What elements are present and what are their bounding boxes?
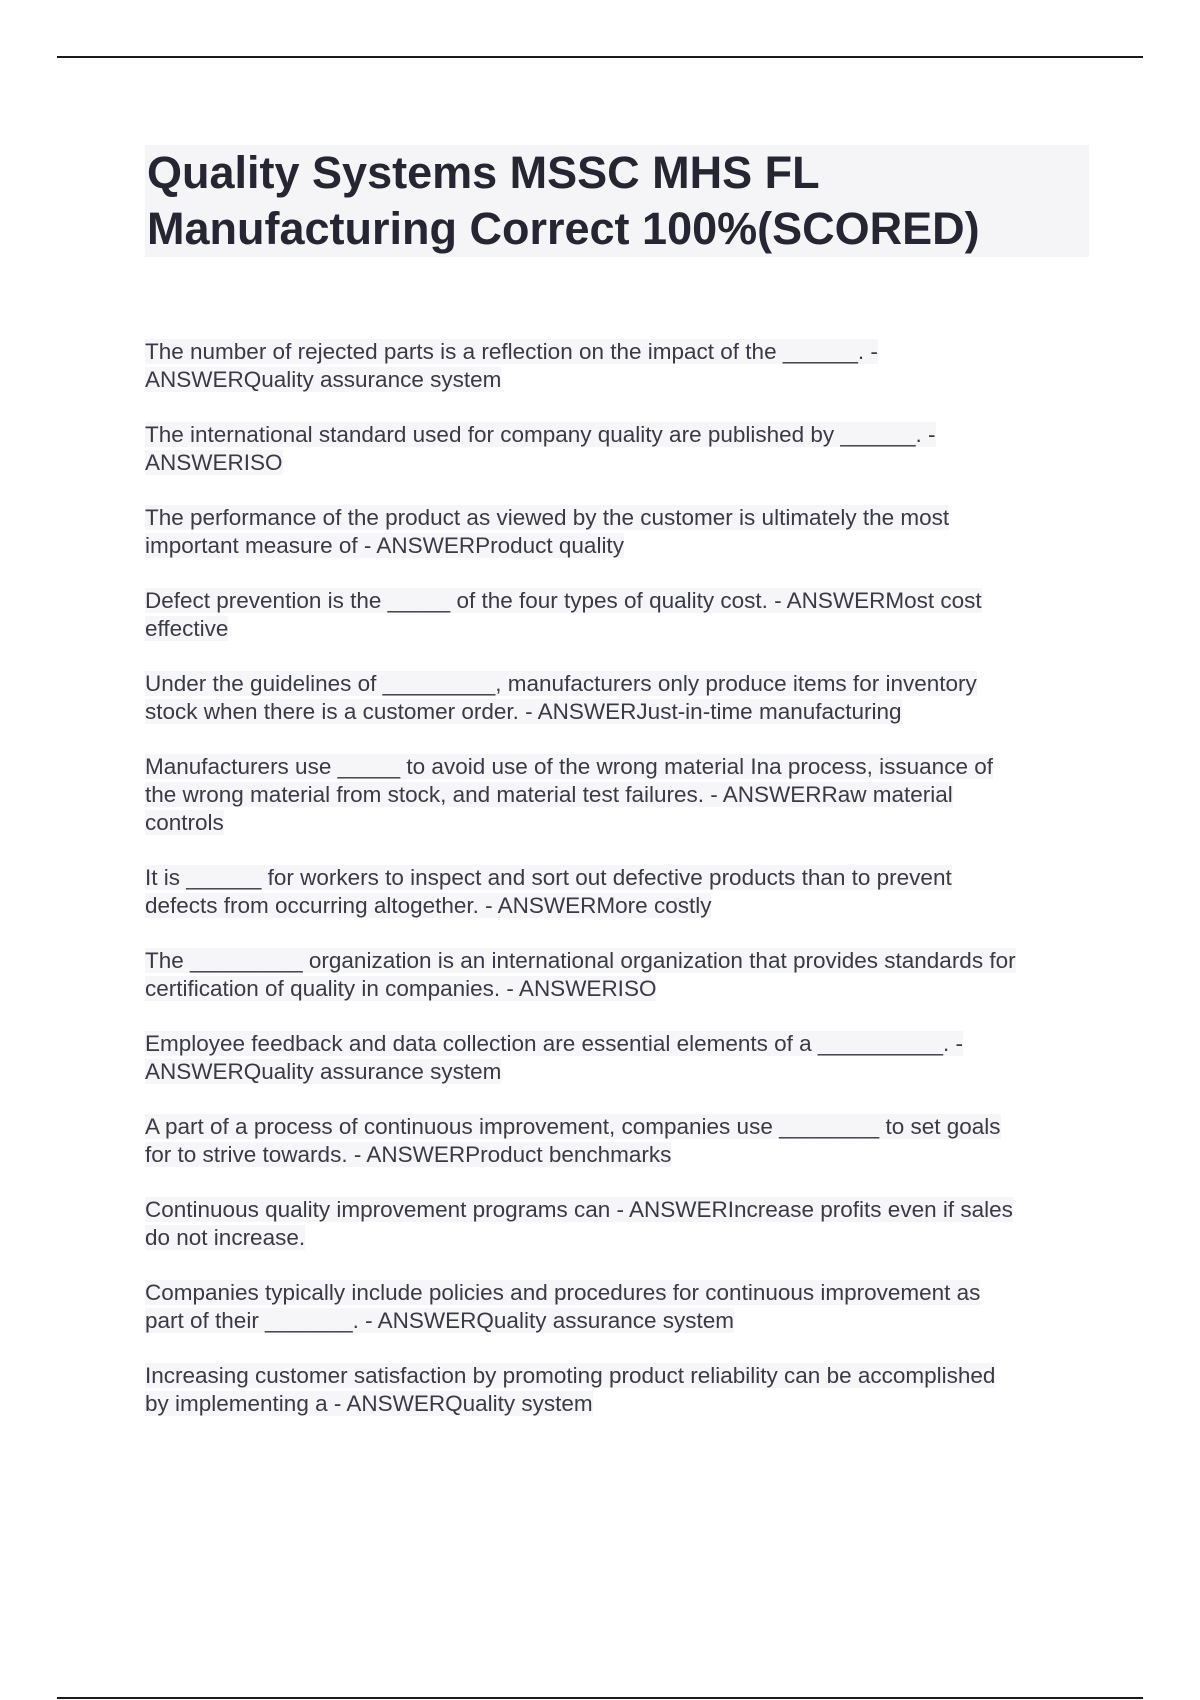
qa-line: part of their _______. - ANSWERQuality assurance system: [145, 1308, 735, 1333]
document-title: [145, 145, 1089, 257]
qa-line: Manufacturers use _____ to avoid use of the wrong material Ina process, issuance of: [145, 754, 993, 779]
qa-item: [145, 864, 1095, 920]
qa-line: ANSWERISO: [145, 450, 283, 475]
qa-line: Employee feedback and data collection are essential elements of a __________. -: [145, 1031, 964, 1056]
qa-line: Increasing customer satisfaction by promoting product reliability can be accomplished: [145, 1363, 996, 1388]
qa-line: Continuous quality improvement programs can - ANSWERIncrease profits even if sales: [145, 1197, 1013, 1222]
qa-item: [145, 947, 1095, 1003]
qa-line: The _________ organization is an international organization that provides standards for: [145, 948, 1016, 973]
top-rule: [57, 56, 1143, 58]
qa-line: by implementing a - ANSWERQuality system: [145, 1391, 593, 1416]
qa-line: do not increase.: [145, 1225, 306, 1250]
qa-line: important measure of - ANSWERProduct quality: [145, 533, 624, 558]
qa-line: for to strive towards. - ANSWERProduct benchmarks: [145, 1142, 672, 1167]
qa-line: Under the guidelines of _________, manufacturers only produce items for inventory: [145, 671, 977, 696]
qa-item: [145, 504, 1095, 560]
qa-line: ANSWERQuality assurance system: [145, 367, 502, 392]
qa-item: [145, 1113, 1095, 1169]
qa-item: [145, 670, 1095, 726]
bottom-rule: [57, 1697, 1143, 1699]
qa-line: certification of quality in companies. - ANSWERISO: [145, 976, 657, 1001]
qa-line: Companies typically include policies and procedures for continuous improvement as: [145, 1280, 981, 1305]
qa-line: A part of a process of continuous improvement, companies use ________ to set goals: [145, 1114, 1001, 1139]
qa-line: effective: [145, 616, 229, 641]
qa-item: [145, 421, 1095, 477]
title-line-2: Manufacturing Correct 100%(SCORED): [147, 203, 980, 254]
qa-line: stock when there is a customer order. - ANSWERJust-in-time manufacturing: [145, 699, 902, 724]
qa-item: [145, 753, 1095, 837]
qa-item: [145, 338, 1095, 394]
qa-item: [145, 1279, 1095, 1335]
qa-list: [145, 338, 1095, 1445]
qa-item: [145, 587, 1095, 643]
qa-line: the wrong material from stock, and material test failures. - ANSWERRaw material: [145, 782, 953, 807]
qa-item: [145, 1362, 1095, 1418]
qa-line: The international standard used for company quality are published by ______. -: [145, 422, 936, 447]
qa-line: ANSWERQuality assurance system: [145, 1059, 502, 1084]
qa-item: [145, 1196, 1095, 1252]
qa-item: [145, 1030, 1095, 1086]
qa-line: The number of rejected parts is a reflection on the impact of the ______. -: [145, 339, 878, 364]
qa-line: controls: [145, 810, 224, 835]
qa-line: Defect prevention is the _____ of the four types of quality cost. - ANSWERMost cost: [145, 588, 982, 613]
title-line-1: Quality Systems MSSC MHS FL: [147, 147, 820, 198]
qa-line: It is ______ for workers to inspect and sort out defective products than to prevent: [145, 865, 952, 890]
qa-line: The performance of the product as viewed by the customer is ultimately the most: [145, 505, 950, 530]
qa-line: defects from occurring altogether. - ANSWERMore costly: [145, 893, 712, 918]
